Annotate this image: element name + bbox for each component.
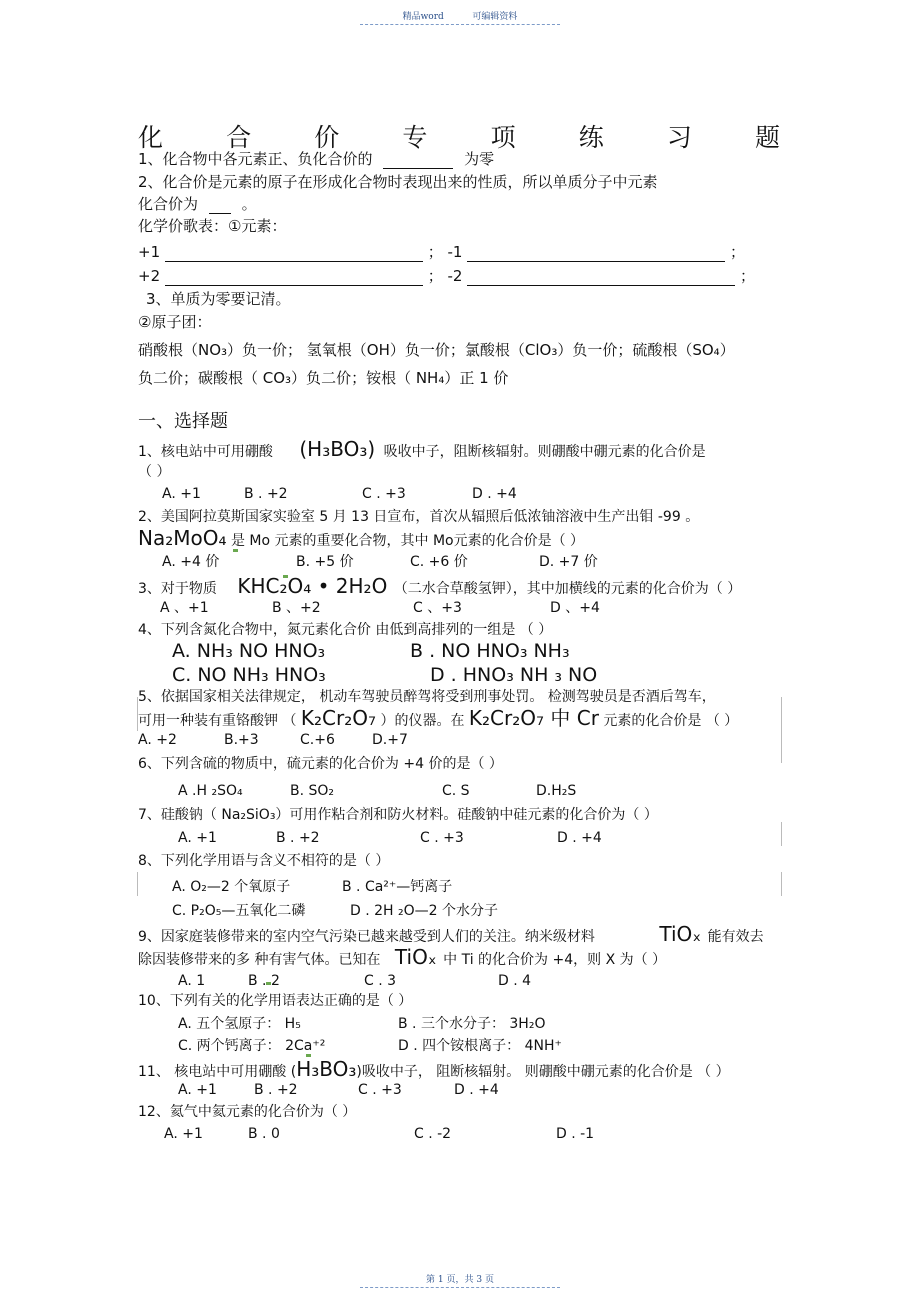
groups-line-2: 负二价；碳酸根（ CO₃）负二价；铵根（ NH₄）正 1 价 <box>138 369 509 387</box>
option-c[interactable]: C . +3 <box>358 1082 402 1098</box>
title-char: 习 <box>666 123 692 152</box>
option-c[interactable]: C. +6 价 <box>410 554 468 570</box>
rule-3: 3、单质为零要记清。 <box>146 290 291 308</box>
question-11-options <box>178 1081 499 1099</box>
option-b[interactable]: B . +2 <box>254 1082 298 1098</box>
option-c[interactable]: C 、+3 <box>413 600 462 616</box>
option-b[interactable]: B . 三个水分子： 3H₂O <box>398 1016 546 1032</box>
valence-row-2: +2 ； -2 ； <box>138 267 756 285</box>
option-c[interactable]: C.+6 <box>300 732 335 748</box>
option-d[interactable]: D.+7 <box>372 732 408 748</box>
option-a[interactable]: A. NH₃ NO HNO₃ <box>172 640 326 662</box>
option-c[interactable]: C . 3 <box>364 973 397 989</box>
fill-blank[interactable] <box>383 152 453 169</box>
question-3: 3、对于物质 KHC₂O₄ • 2H₂O （二水合草酸氢钾），其中加横线的元素的化合价为（ ） <box>138 574 742 598</box>
option-b[interactable]: B. SO₂ <box>290 783 335 799</box>
option-b[interactable]: B . Ca²⁺—钙离子 <box>342 879 453 895</box>
question-11: 11、 核电站中可用硼酸 (H₃BO₃)吸收中子， 阻断核辐射。 则硼酸中硼元素的化合价是 （ ） <box>138 1057 730 1081</box>
question-10: 10、下列有关的化学用语表达正确的是（ ） <box>138 993 413 1009</box>
option-d[interactable]: D . 四个铵根离子： 4NH⁺ <box>398 1038 562 1054</box>
option-d[interactable]: D . -1 <box>556 1126 595 1142</box>
option-b[interactable]: B . 0 <box>248 1126 280 1142</box>
page-number: 第 1 页，共 3 页 <box>426 1275 494 1285</box>
header-right: 可编辑资料 <box>472 12 518 22</box>
option-a[interactable]: A .H ₂SO₄ <box>178 783 243 799</box>
question-12-options <box>164 1125 594 1143</box>
option-c[interactable]: C. P₂O₅—五氧化二磷 <box>172 903 306 919</box>
option-d[interactable]: D . +4 <box>472 486 517 502</box>
option-a[interactable]: A. +1 <box>178 1082 217 1098</box>
option-d[interactable]: D . +4 <box>454 1082 499 1098</box>
valence-row-1: +1 ； -1 ； <box>138 243 746 261</box>
question-8: 8、下列化学用语与含义不相符的是（ ） <box>138 853 390 869</box>
group-heading: ②原子团： <box>138 313 212 331</box>
footer-divider <box>360 1287 560 1288</box>
option-a[interactable]: A. 1 <box>178 973 206 989</box>
question-9-options <box>178 972 531 990</box>
option-b[interactable]: B 、+2 <box>272 600 321 616</box>
question-4-options-row2 <box>172 663 597 687</box>
option-c[interactable]: C . +3 <box>420 830 464 846</box>
margin-rule <box>137 872 138 896</box>
option-d[interactable]: D.H₂S <box>536 783 577 799</box>
margin-rule <box>781 822 782 846</box>
option-d[interactable]: D . HNO₃ NH ₃ NO <box>430 664 598 686</box>
fill-blank[interactable] <box>467 245 725 262</box>
question-5: 5、依据国家相关法律规定， 机动车驾驶员醉驾将受到刑事处罚。 检测驾驶员是否酒后驾车， <box>138 689 716 705</box>
option-c[interactable]: C . +3 <box>362 486 406 502</box>
question-5-options <box>138 731 408 749</box>
fill-blank[interactable] <box>467 269 735 286</box>
option-b[interactable]: B . +2 <box>276 830 320 846</box>
option-d[interactable]: D . 2H ₂O—2 个水分子 <box>350 903 499 919</box>
option-b[interactable]: B . 2 <box>248 973 280 989</box>
option-a[interactable]: A 、+1 <box>160 600 209 616</box>
option-c[interactable]: C . -2 <box>414 1126 452 1142</box>
question-1: 1、核电站中可用硼酸 (H₃BO₃) 吸收中子，阻断核辐射。则硼酸中硼元素的化合价是 <box>138 437 706 461</box>
question-8-options-row2 <box>172 902 498 920</box>
option-b[interactable]: B.+3 <box>224 732 259 748</box>
option-a[interactable]: A. O₂—2 个氧原子 <box>172 879 291 895</box>
intro-line-3: 化合价为 。 <box>138 195 257 213</box>
section-heading: 一、选择题 <box>138 411 228 432</box>
option-d[interactable]: D . 4 <box>498 973 532 989</box>
question-1-options <box>162 485 517 503</box>
option-b[interactable]: B. +5 价 <box>296 554 354 570</box>
option-a[interactable]: A. 五个氢原子： H₅ <box>178 1016 301 1032</box>
title-char: 练 <box>578 123 604 152</box>
question-6: 6、下列含硫的物质中，硫元素的化合价为 +4 价的是（ ） <box>138 756 503 772</box>
title-char: 专 <box>402 123 428 152</box>
option-a[interactable]: A. +1 <box>164 1126 203 1142</box>
question-7: 7、硅酸钠（ Na₂SiO₃）可用作粘合剂和防火材料。硅酸钠中硅元素的化合价为（ ） <box>138 807 658 823</box>
header-left: 精品word <box>402 12 444 22</box>
green-mark <box>233 549 238 552</box>
question-4-options-row1 <box>172 639 570 663</box>
fill-blank[interactable] <box>209 197 231 214</box>
page-header <box>0 9 920 25</box>
question-4: 4、下列含氮化合物中，氮元素化合价 由低到高排列的一组是 （ ） <box>138 622 553 638</box>
question-10-options-row2 <box>178 1037 562 1055</box>
question-2-options <box>162 553 598 571</box>
intro-line-2: 2、化合价是元素的原子在形成化合物时表现出来的性质，所以单质分子中元素 <box>138 173 658 191</box>
question-9-b: 除因装修带来的多 种有害气体。已知在 TiOₓ 中 Ti 的化合价为 +4，则 X 为（ ） <box>138 945 667 969</box>
option-d[interactable]: D . +4 <box>557 830 602 846</box>
valence-song: 化学价歌表：①元素： <box>138 217 287 235</box>
option-d[interactable]: D. +7 价 <box>539 554 598 570</box>
question-3-options <box>160 599 600 617</box>
option-c[interactable]: C. NO NH₃ HNO₃ <box>172 664 326 686</box>
title-char: 合 <box>226 123 252 152</box>
option-b[interactable]: B . NO HNO₃ NH₃ <box>410 640 570 662</box>
question-6-options <box>178 782 576 800</box>
fill-blank[interactable] <box>165 245 423 262</box>
option-a[interactable]: A. +2 <box>138 732 177 748</box>
option-d[interactable]: D 、+4 <box>550 600 600 616</box>
option-c[interactable]: C. S <box>442 783 470 799</box>
question-12: 12、氦气中氦元素的化合价为（ ） <box>138 1104 357 1120</box>
groups-line-1: 硝酸根（NO₃）负一价； 氢氧根（OH）负一价；氯酸根（ClO₃）负一价；硫酸根（SO₄） <box>138 341 735 359</box>
question-1-paren: （ ） <box>138 464 171 480</box>
question-2-b: Na₂MoO₄ 是 Mo 元素的重要化合物，其中 Mo元素的化合价是（ ） <box>138 526 585 550</box>
question-7-options <box>178 829 602 847</box>
option-a[interactable]: A. +1 <box>162 486 201 502</box>
question-2: 2、美国阿拉莫斯国家实验室 5 月 13 日宣布，首次从辐照后低浓铀溶液中生产出钼 -99 。 <box>138 509 700 525</box>
title-char: 化 <box>138 123 164 152</box>
option-a[interactable]: A. +1 <box>178 830 217 846</box>
fill-blank[interactable] <box>165 269 423 286</box>
question-5-b: 可用一种装有重铬酸钾 （ K₂Cr₂O₇ ）的仪器。在 K₂Cr₂O₇ 中 Cr 元素的化合价是 （ ） <box>138 706 739 730</box>
title-char: 项 <box>490 123 516 152</box>
question-10-options-row1 <box>178 1015 545 1033</box>
option-a[interactable]: A. +4 价 <box>162 554 220 570</box>
option-b[interactable]: B . +2 <box>244 486 288 502</box>
margin-rule <box>781 872 782 896</box>
margin-rule <box>781 697 782 763</box>
question-9: 9、因家庭装修带来的室内空气污染已越来越受到人们的关注。纳米级材料 TiOₓ 能有效去 <box>138 922 764 946</box>
intro-line-1: 1、化合物中各元素正、负化合价的 为零 <box>138 150 495 168</box>
option-c[interactable]: C. 两个钙离子： 2Ca⁺² <box>178 1038 326 1054</box>
question-8-options-row1 <box>172 878 452 896</box>
header-divider <box>360 24 560 25</box>
title-char: 价 <box>314 123 340 152</box>
page-footer <box>0 1272 920 1288</box>
title-char: 题 <box>754 123 780 152</box>
